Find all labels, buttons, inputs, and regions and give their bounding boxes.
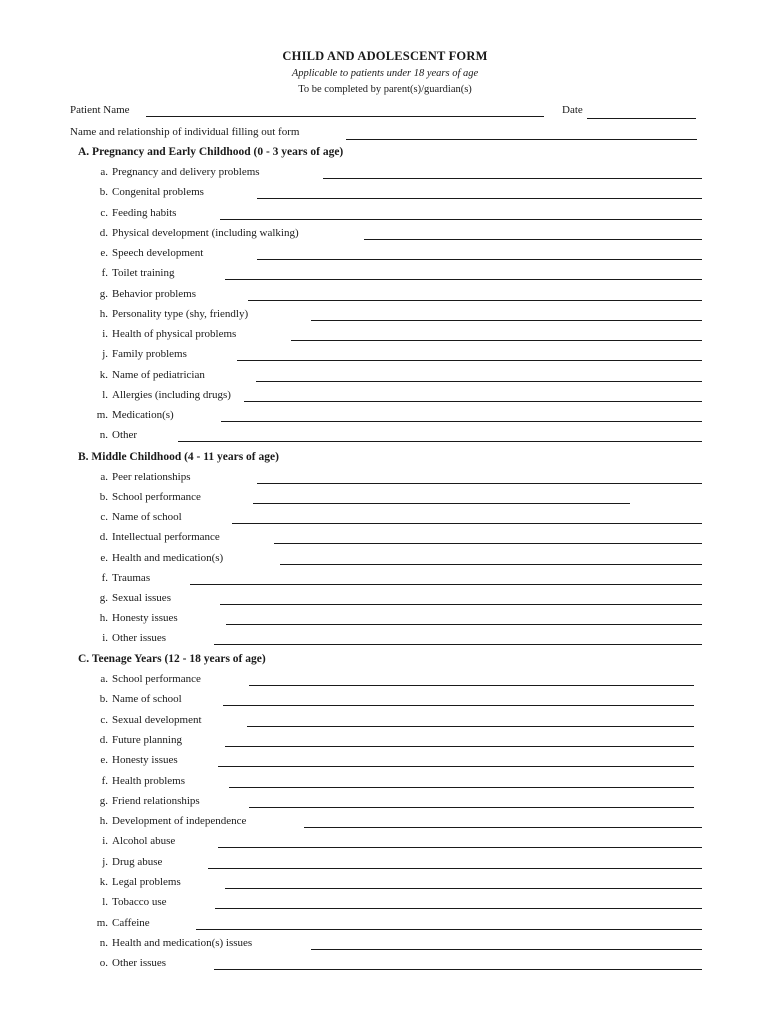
form-item-row — [80, 916, 702, 932]
item-letter: c. — [100, 714, 108, 726]
item-letter: i. — [102, 632, 108, 644]
item-answer-field[interactable] — [196, 929, 702, 930]
form-item-row — [80, 753, 702, 769]
item-letter: d. — [99, 531, 108, 543]
item-letter: g. — [99, 288, 108, 300]
item-letter: m. — [96, 409, 108, 421]
item-letter: b. — [99, 693, 108, 705]
item-label: Legal problems — [112, 876, 181, 888]
item-label: Health and medication(s) — [112, 552, 224, 564]
item-label: Speech development — [112, 247, 204, 259]
form-item-row — [80, 347, 702, 363]
item-letter: k. — [99, 876, 108, 888]
item-label: Other issues — [112, 632, 167, 644]
item-letter: j. — [102, 348, 108, 360]
item-letter: g. — [99, 592, 108, 604]
form-item-row — [80, 165, 702, 181]
item-label: Traumas — [112, 572, 151, 584]
item-answer-field[interactable] — [221, 421, 702, 422]
item-label: Family problems — [112, 348, 187, 360]
form-item-row — [80, 774, 702, 790]
item-letter: f. — [101, 267, 108, 279]
item-answer-field[interactable] — [253, 503, 630, 504]
item-label: Friend relationships — [112, 795, 200, 807]
item-answer-field[interactable] — [208, 868, 702, 869]
relationship-row — [70, 125, 697, 141]
relationship-field[interactable] — [346, 139, 697, 140]
form-item-row — [80, 226, 702, 242]
item-letter: l. — [102, 389, 108, 401]
item-letter: e. — [100, 247, 108, 259]
item-letter: h. — [99, 308, 108, 320]
item-answer-field[interactable] — [225, 279, 702, 280]
item-answer-field[interactable] — [214, 644, 702, 645]
form-item-row — [80, 936, 702, 952]
item-letter: e. — [100, 754, 108, 766]
form-item-row — [80, 611, 702, 627]
form-item-row — [80, 875, 702, 891]
item-label: Health problems — [112, 775, 186, 787]
form-item-row — [80, 733, 702, 749]
item-letter: k. — [99, 369, 108, 381]
item-label: Intellectual performance — [112, 531, 220, 543]
form-item-row — [80, 956, 702, 972]
item-label: School performance — [112, 491, 201, 503]
form-item-row — [80, 428, 702, 444]
item-label: Honesty issues — [112, 612, 178, 624]
form-item-row — [80, 185, 702, 201]
item-answer-field[interactable] — [291, 340, 702, 341]
item-label: Medication(s) — [112, 409, 174, 421]
item-letter: n. — [99, 429, 108, 441]
form-instructions: To be completed by parent(s)/guardian(s) — [298, 84, 472, 95]
item-label: Drug abuse — [112, 856, 163, 868]
item-answer-field[interactable] — [226, 624, 702, 625]
item-answer-field[interactable] — [237, 360, 702, 361]
form-item-row — [80, 490, 702, 506]
item-letter: h. — [99, 612, 108, 624]
item-letter: m. — [96, 917, 108, 929]
item-answer-field[interactable] — [225, 888, 702, 889]
item-letter: d. — [99, 734, 108, 746]
item-letter: f. — [101, 572, 108, 584]
form-item-row — [80, 266, 702, 282]
item-label: Feeding habits — [112, 207, 177, 219]
item-answer-field[interactable] — [220, 604, 702, 605]
item-label: Caffeine — [112, 917, 150, 929]
item-answer-field[interactable] — [249, 685, 694, 686]
item-answer-field[interactable] — [274, 543, 702, 544]
form-item-row — [80, 470, 702, 486]
item-letter: g. — [99, 795, 108, 807]
item-label: Toilet training — [112, 267, 175, 279]
form-item-row — [80, 551, 702, 567]
item-answer-field[interactable] — [257, 483, 702, 484]
date-row — [562, 103, 696, 119]
date-label: Date — [562, 104, 583, 116]
patient-name-row — [70, 103, 550, 119]
item-label: Health of physical problems — [112, 328, 237, 340]
item-label: Alcohol abuse — [112, 835, 176, 847]
item-label: Pregnancy and delivery problems — [112, 166, 260, 178]
form-item-row — [80, 327, 702, 343]
form-item-row — [80, 895, 702, 911]
item-label: Tobacco use — [112, 896, 167, 908]
form-item-row — [80, 631, 702, 647]
item-answer-field[interactable] — [178, 441, 702, 442]
section-heading: C. Teenage Years (12 - 18 years of age) — [78, 653, 266, 665]
item-answer-field[interactable] — [364, 239, 702, 240]
item-label: Allergies (including drugs) — [112, 389, 231, 401]
date-field[interactable] — [587, 118, 696, 119]
form-item-row — [80, 307, 702, 323]
item-answer-field[interactable] — [248, 300, 702, 301]
item-label: Congenital problems — [112, 186, 204, 198]
item-answer-field[interactable] — [232, 523, 702, 524]
form-item-row — [80, 246, 702, 262]
item-label: Name of school — [112, 511, 182, 523]
form-item-row — [80, 834, 702, 850]
item-label: Peer relationships — [112, 471, 191, 483]
item-label: Honesty issues — [112, 754, 178, 766]
item-label: Health and medication(s) issues — [112, 937, 253, 949]
item-letter: b. — [99, 491, 108, 503]
form-item-row — [80, 287, 702, 303]
item-label: Name of pediatrician — [112, 369, 205, 381]
item-letter: n. — [99, 937, 108, 949]
item-answer-field[interactable] — [257, 259, 702, 260]
patient-name-field[interactable] — [146, 116, 544, 117]
item-letter: h. — [99, 815, 108, 827]
item-label: Sexual issues — [112, 592, 171, 604]
item-answer-field[interactable] — [214, 969, 702, 970]
form-subtitle: Applicable to patients under 18 years of age — [291, 68, 479, 79]
item-label: Physical development (including walking) — [112, 227, 299, 239]
form-item-row — [80, 368, 702, 384]
item-answer-field[interactable] — [244, 401, 702, 402]
form-item-row — [80, 814, 702, 830]
section-heading: A. Pregnancy and Early Childhood (0 - 3 years of age) — [78, 146, 344, 158]
item-letter: i. — [102, 328, 108, 340]
item-label: Sexual development — [112, 714, 202, 726]
item-letter: a. — [100, 166, 108, 178]
form-item-row — [80, 571, 702, 587]
item-answer-field[interactable] — [311, 949, 702, 950]
item-answer-field[interactable] — [215, 908, 702, 909]
item-label: Behavior problems — [112, 288, 197, 300]
item-letter: a. — [100, 471, 108, 483]
item-letter: e. — [100, 552, 108, 564]
item-answer-field[interactable] — [223, 705, 694, 706]
item-answer-field[interactable] — [311, 320, 702, 321]
item-answer-field[interactable] — [256, 381, 702, 382]
item-letter: i. — [102, 835, 108, 847]
form-item-row — [80, 388, 702, 404]
item-label: Name of school — [112, 693, 182, 705]
item-letter: b. — [99, 186, 108, 198]
item-letter: d. — [99, 227, 108, 239]
section-heading: B. Middle Childhood (4 - 11 years of age) — [78, 451, 279, 463]
form-title: CHILD AND ADOLESCENT FORM — [282, 49, 488, 63]
form-item-row — [80, 510, 702, 526]
item-label: Personality type (shy, friendly) — [112, 308, 249, 320]
item-letter: o. — [99, 957, 108, 969]
item-answer-field[interactable] — [229, 787, 694, 788]
item-answer-field[interactable] — [304, 827, 702, 828]
form-item-row — [80, 794, 702, 810]
form-item-row — [80, 591, 702, 607]
item-answer-field[interactable] — [323, 178, 702, 179]
item-answer-field[interactable] — [249, 807, 694, 808]
item-label: Other issues — [112, 957, 167, 969]
item-answer-field[interactable] — [190, 584, 702, 585]
patient-name-label: Patient Name — [70, 104, 130, 116]
item-answer-field[interactable] — [247, 726, 694, 727]
item-letter: j. — [102, 856, 108, 868]
item-label: Development of independence — [112, 815, 247, 827]
form-item-row — [80, 206, 702, 222]
item-letter: a. — [100, 673, 108, 685]
item-letter: c. — [100, 511, 108, 523]
item-answer-field[interactable] — [257, 198, 702, 199]
item-answer-field[interactable] — [280, 564, 702, 565]
item-answer-field[interactable] — [225, 746, 694, 747]
item-answer-field[interactable] — [220, 219, 702, 220]
form-item-row — [80, 692, 702, 708]
form-item-row — [80, 408, 702, 424]
item-answer-field[interactable] — [218, 766, 694, 767]
item-label: Other — [112, 429, 138, 441]
item-label: School performance — [112, 673, 201, 685]
form-item-row — [80, 855, 702, 871]
item-letter: l. — [102, 896, 108, 908]
item-answer-field[interactable] — [218, 847, 702, 848]
relationship-label: Name and relationship of individual filling out form — [70, 126, 300, 138]
form-item-row — [80, 672, 702, 688]
form-item-row — [80, 713, 702, 729]
item-label: Future planning — [112, 734, 182, 746]
form-item-row — [80, 530, 702, 546]
item-letter: f. — [101, 775, 108, 787]
item-letter: c. — [100, 207, 108, 219]
